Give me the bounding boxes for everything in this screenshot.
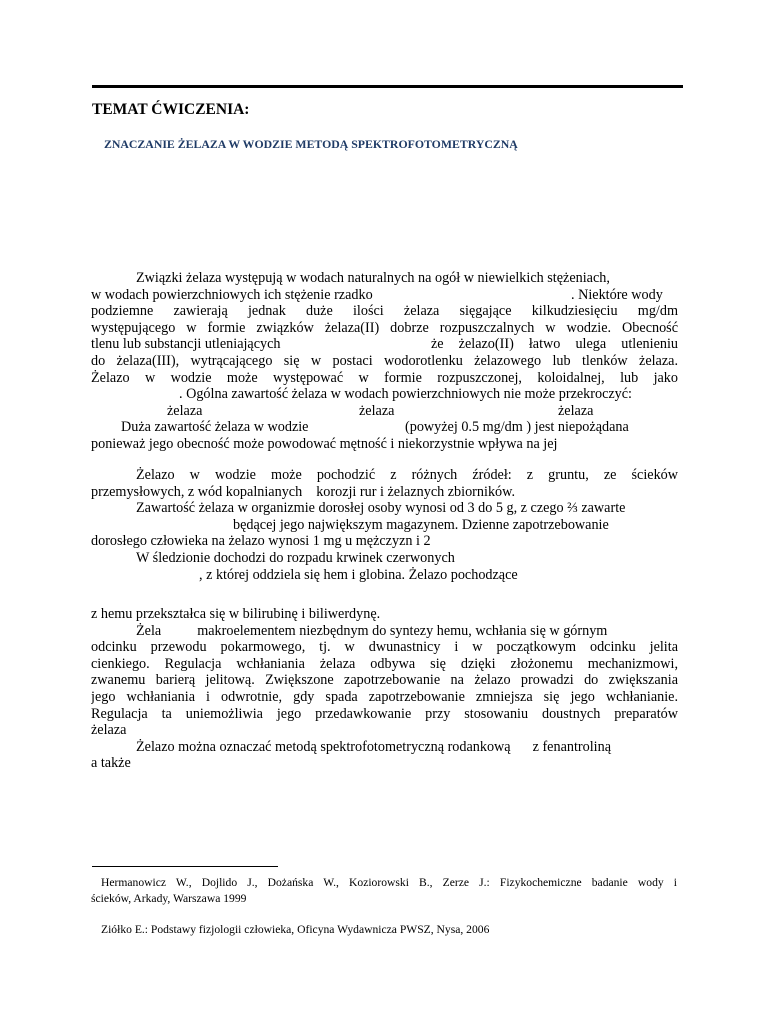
text-line: Żelazo można oznaczać metodą spektrofotometryczną rodankową z fenantroliną	[136, 738, 611, 755]
text-line: Regulacja ta uniemożliwia jego przedawkowanie przy stosowaniu doustnych preparatów	[91, 705, 678, 722]
text-line: występującego w formie związków żelaza(II) dobrze rozpuszczalnych w wodzie. Obecność	[91, 319, 678, 336]
footnote-line: Ziółko E.: Podstawy fizjologii człowieka, Oficyna Wydawnicza PWSZ, Nysa, 2006	[101, 923, 490, 936]
footnote-line: Hermanowicz W., Dojlido J., Dożańska W., Koziorowski B., Zerze J.: Fizykochemiczne badanie wody i	[101, 876, 677, 889]
text-line: Związki żelaza występują w wodach naturalnych na ogół w niewielkich stężeniach,	[136, 270, 610, 286]
text-line: odcinku przewodu pokarmowego, tj. w dwunastnicy i w początkowym odcinku jelita	[91, 639, 678, 656]
top-horizontal-rule	[92, 85, 683, 88]
text-line: cienkiego. Regulacja wchłaniania żelaza odbywa się dzięki złożonemu mechanizmowi,	[91, 655, 678, 672]
exercise-subtitle: ZNACZANIE ŻELAZA W WODZIE METODĄ SPEKTROFOTOMETRYCZNĄ	[104, 137, 518, 151]
footnote-2	[101, 922, 489, 938]
text-line: żelaza żelaza żelaza	[167, 402, 594, 419]
text-line: a także	[91, 755, 131, 772]
text-line: do żelaza(III), wytrącającego się w postaci wodorotlenku żelazowego lub tlenków żelaza.	[91, 352, 678, 369]
text-line: ponieważ jego obecność może powodować mętność i niekorzystnie wpływa na jej	[91, 435, 558, 452]
text-line: Duża zawartość żelaza w wodzie (powyżej 0.5 mg/dm ) jest niepożądana	[121, 419, 629, 436]
text-line: Żelazo w wodzie może pochodzić z różnych źródeł: z gruntu, ze ścieków	[136, 467, 678, 483]
text-line: w wodach powierzchniowych ich stężenie rzadko . Niektóre wody	[91, 286, 663, 303]
paragraph-absorption	[91, 606, 678, 772]
text-line: zwanemu barierą jelitową. Zwiększone zapotrzebowanie na żelazo prowadzi do zwiększania	[91, 672, 678, 689]
footnote-separator	[92, 866, 278, 867]
text-line: Zawartość żelaza w organizmie dorosłej osoby wynosi od 3 do 5 g, z czego ⅔ zawarte	[136, 500, 626, 517]
text-line: , z której oddziela się hem i globina. Żelazo pochodzące	[199, 566, 518, 583]
text-line: dorosłego człowieka na żelazo wynosi 1 mg u mężczyzn i 2	[91, 533, 431, 550]
text-line: . Ogólna zawartość żelaza w wodach powierzchniowych nie może przekroczyć:	[179, 386, 632, 403]
text-line: Żelazo w wodzie może występować w formie rozpuszczonej, koloidalnej, lub jako	[91, 369, 678, 386]
text-line: tlenu lub substancji utleniających że żelazo(II) łatwo ulega utlenieniu	[91, 336, 678, 353]
paragraph-intro	[91, 270, 678, 453]
text-line: przemysłowych, z wód kopalnianych korozji rur i żelaznych zbiorników.	[91, 483, 515, 500]
text-line: W śledzionie dochodzi do rozpadu krwinek czerwonych	[136, 549, 455, 566]
footnote-line: ścieków, Arkady, Warszawa 1999	[91, 891, 247, 905]
footnote-1	[91, 875, 677, 906]
paragraph-sources	[91, 467, 678, 583]
text-line: żelaza	[91, 722, 127, 739]
text-line: z hemu przekształca się w bilirubinę i biliwerdynę.	[91, 606, 381, 622]
text-line: podziemne zawierają jednak duże ilości żelaza sięgające kilkudziesięciu mg/dm	[91, 303, 678, 320]
text-line: jego wchłaniania i odwrotnie, gdy spada zapotrzebowanie zmniejsza się jego wchłanianie.	[91, 688, 678, 705]
page-title: TEMAT ĆWICZENIA:	[92, 101, 250, 118]
text-line: Żela makroelementem niezbędnym do syntezy hemu, wchłania się w górnym	[136, 622, 608, 639]
text-line: będącej jego największym magazynem. Dzienne zapotrzebowanie	[233, 516, 609, 533]
